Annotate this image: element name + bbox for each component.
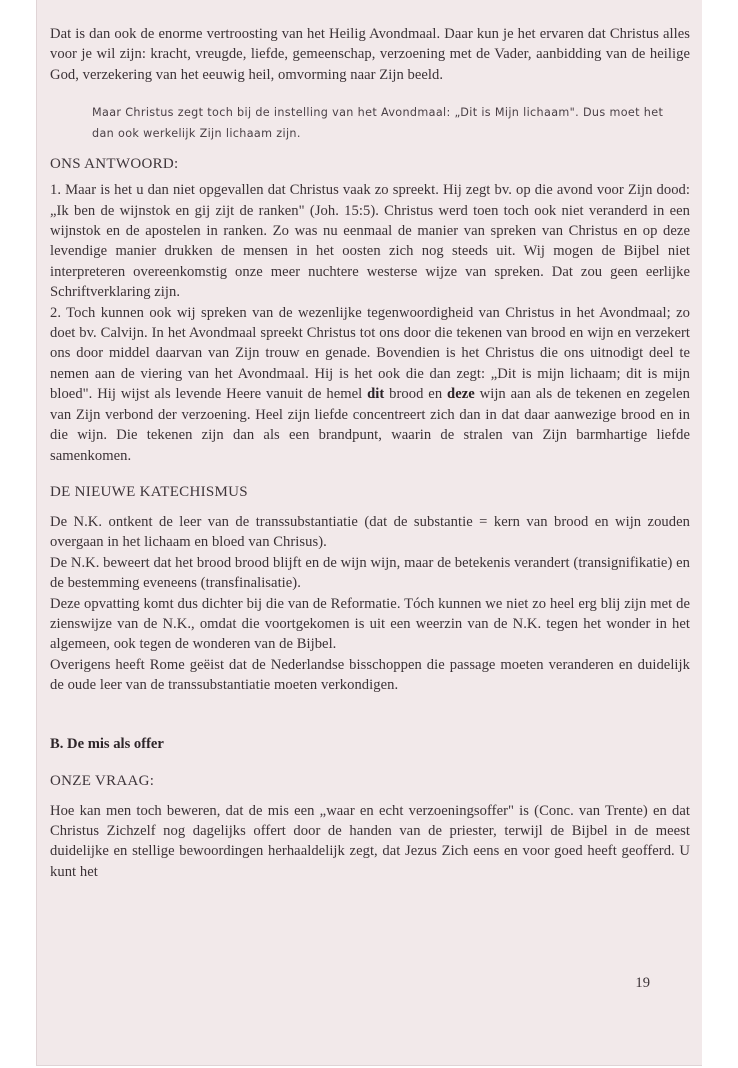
- katechismus-paragraph-4: Overigens heeft Rome geëist dat de Nederlandse bisschoppen die passage moeten veranderen en duidelijk de oude leer van de transsubstantiatie moeten verkondigen.: [50, 656, 690, 694]
- answer-point-2-part-c: wijn aan als de tekenen en zegelen van Zijn verbond der verzoening. Heel zijn liefde concentreert zich dan in dat daar aanwezige brood en in die wijn. Die tekenen zijn dan als een brandpunt, waarin de stralen van Zijn barmhartige liefde samenkomen.: [50, 386, 690, 464]
- page-content: [50, 24, 690, 882]
- katechismus-paragraph-1: De N.K. ontkent de leer van de transsubstantiatie (dat de substantie = kern van brood en wijn zouden overgaan in het lichaam en bloed van Chrisus).: [50, 513, 690, 551]
- bold-dit: dit: [367, 386, 385, 403]
- heading-nieuwe-katechismus: DE NIEUWE KATECHISMUS: [50, 483, 248, 500]
- katechismus-paragraph-2: De N.K. beweert dat het brood brood blijft en de wijn wijn, maar de betekenis verandert (transignifikatie) en de bestemming eveneens (transfinalisatie).: [50, 554, 690, 592]
- bold-deze: deze: [447, 386, 475, 403]
- katechismus-paragraph-3: Deze opvatting komt dus dichter bij die van de Reformatie. Tóch kunnen we niet zo heel erg blij zijn met de zienswijze van de N.K., omdat die voortgekomen is uit een weerzin van de N.K. tegen het wonder in het algemeen, ook tegen de wonderen van de Bijbel.: [50, 595, 690, 653]
- intro-paragraph: Dat is dan ook de enorme vertroosting van het Heilig Avondmaal. Daar kun je het ervaren dat Christus alles voor je wil zijn: kracht, vreugde, liefde, gemeenschap, verzoening met de Vader, aanbidding van de heilige God, verzekering van het eeuwig heil, omvorming naar Zijn beeld.: [50, 26, 690, 83]
- page-number: 19: [635, 975, 650, 991]
- heading-ons-antwoord: ONS ANTWOORD:: [50, 156, 179, 173]
- answer-point-2: [50, 303, 690, 466]
- answer-point-2-part-a: 2. Toch kunnen ook wij spreken van de wezenlijke tegenwoordigheid van Christus in het Avondmaal; zo doet bv. Calvijn. In het Avondmaal spreekt Christus tot ons door die tekenen van brood en wijn en verzekert ons door middel daarvan van Zijn trouw en genade. Bovendien is het Christus die ons uitnodigt deel te nemen aan de viering van het Avondmaal. Hij is het ook die dan zegt: „Dit is mijn lichaam; dit is mijn bloed". Hij wijst als levende Heere vanuit de hemel: [50, 304, 690, 403]
- answer-point-2-part-b: brood en: [389, 386, 443, 403]
- section-b-title: B. De mis als offer: [50, 735, 164, 752]
- document-page: [36, 0, 702, 1066]
- answer-point-1: 1. Maar is het u dan niet opgevallen dat Christus vaak zo spreekt. Hij zegt bv. op die avond voor Zijn dood: „Ik ben de wijnstok en gij zijt de ranken" (Joh. 15:5). Christus werd toen toch ook niet veranderd in een wijnstok en de apostelen in ranken. Zo was nu eenmaal de manier van spreken van Christus en op deze levendige manier drukken de mensen in het oosten zich nog steeds uit. Wij mogen de Bijbel niet interpreteren overeenkomstig onze meer nuchtere westerse wijze van spreken. Dat zou geen eerlijke Schriftverklaring zijn.: [50, 182, 690, 301]
- question-paragraph: Hoe kan men toch beweren, dat de mis een „waar en echt verzoeningsoffer" is (Conc. van Trente) en dat Christus Zichzelf nog dagelijks offert door de handen van de priester, terwijl de Bijbel in de meest duidelijke en stellige bewoordingen herhaaldelijk zegt, dat Jezus Zich eens en voor goed heeft geofferd. U kunt het: [50, 802, 690, 880]
- objection-quote: Maar Christus zegt toch bij de instelling van het Avondmaal: „Dit is Mijn lichaam". Dus moet het dan ook werkelijk Zijn lichaam zijn.: [92, 106, 664, 140]
- heading-onze-vraag: ONZE VRAAG:: [50, 772, 155, 789]
